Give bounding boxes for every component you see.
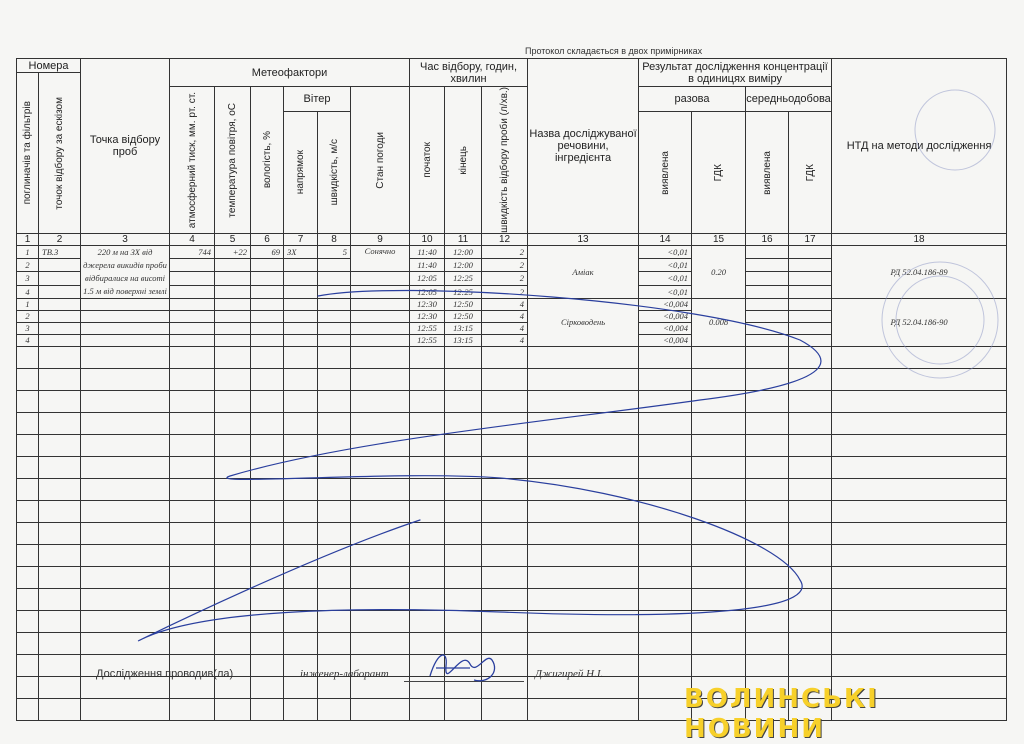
- found-value: <0,01: [639, 285, 692, 298]
- weather-value: Сонячно: [351, 245, 410, 272]
- column-number: 13: [528, 233, 639, 245]
- daily-gdk-header: ГДК: [804, 163, 816, 182]
- start-time: 12:55: [410, 334, 445, 346]
- rate-value: 2: [482, 245, 528, 258]
- humidity-header: вологість, %: [261, 131, 273, 189]
- wind-direction-header: напрямок: [295, 150, 307, 195]
- column-number: 11: [445, 233, 482, 245]
- end-time: 13:15: [445, 322, 482, 334]
- stamp-icon: [882, 90, 998, 378]
- numbers-header: Номера: [17, 59, 81, 73]
- absorber-no: 3: [17, 322, 39, 334]
- rate-value: 4: [482, 310, 528, 322]
- column-number: 4: [170, 233, 215, 245]
- rate-header: швидкість відбору проби (л/хв.): [499, 87, 511, 233]
- end-time: 12:50: [445, 310, 482, 322]
- found-value: <0,004: [639, 322, 692, 334]
- found-value: <0,004: [639, 310, 692, 322]
- column-number: 8: [318, 233, 351, 245]
- column-number: 15: [692, 233, 746, 245]
- time-header: Час відбору, годин, хвилин: [410, 59, 528, 87]
- start-time: 12:05: [410, 285, 445, 298]
- point-code: ТВ.3: [39, 245, 81, 258]
- single-header: разова: [639, 87, 746, 112]
- wind-direction-value: ЗХ: [284, 245, 318, 258]
- column-number: 7: [284, 233, 318, 245]
- wind-speed-header: швидкість, м/с: [328, 139, 340, 206]
- rate-value: 2: [482, 259, 528, 272]
- gdk-value: 0.008: [692, 298, 746, 346]
- column-number: 2: [39, 233, 81, 245]
- absorbers-header: поглиначів та фільтрів: [22, 101, 33, 205]
- signature-icon: [430, 655, 495, 681]
- found-value: <0,01: [639, 272, 692, 285]
- absorber-no: 4: [17, 285, 39, 298]
- end-time: 12:00: [445, 259, 482, 272]
- rate-value: 2: [482, 285, 528, 298]
- column-number: 1: [17, 233, 39, 245]
- column-number: 14: [639, 233, 692, 245]
- substance-name: Сірководень: [528, 298, 639, 346]
- start-time: 12:55: [410, 322, 445, 334]
- end-time: 12:00: [445, 245, 482, 258]
- start-time: 12:30: [410, 310, 445, 322]
- substance-name: Аміак: [528, 245, 639, 298]
- end-header: кінець: [457, 145, 469, 175]
- humidity-value: 69: [251, 245, 284, 258]
- sample-points-header: точок відбору за ескізом: [54, 96, 65, 210]
- end-time: 12:25: [445, 285, 482, 298]
- point-description: 220 м на ЗХ від джерела викидів проби відбиралися на висоті 1.5 м від поверхні землі: [81, 245, 170, 298]
- ntd-value: РД 52.04.186-89: [832, 245, 1007, 298]
- found-value: <0,004: [639, 334, 692, 346]
- column-number: 18: [832, 233, 1007, 245]
- weather-header: Стан погоди: [374, 131, 386, 189]
- end-time: 12:50: [445, 298, 482, 310]
- rate-value: 2: [482, 272, 528, 285]
- daily-found-header: виявлена: [761, 150, 773, 195]
- cancel-scribble: [138, 290, 820, 640]
- start-header: початок: [421, 142, 433, 178]
- absorber-no: 2: [17, 259, 39, 272]
- absorber-no: 4: [17, 334, 39, 346]
- column-number: 9: [351, 233, 410, 245]
- ntd-value: РД 52.04.186-90: [832, 298, 1007, 346]
- start-time: 11:40: [410, 245, 445, 258]
- rate-value: 4: [482, 334, 528, 346]
- ntd-header: НТД на методи дослідження: [832, 59, 1007, 234]
- wind-speed-value: 5: [318, 245, 351, 258]
- daily-header: середньодобова: [746, 87, 832, 112]
- pressure-value: 744: [170, 245, 215, 258]
- column-number: 16: [746, 233, 789, 245]
- column-number: 10: [410, 233, 445, 245]
- footer-label: Дослідження проводив(ла): [96, 668, 234, 680]
- wind-header: Вітер: [284, 87, 351, 112]
- column-number: 5: [215, 233, 251, 245]
- found-value: <0,01: [639, 259, 692, 272]
- meteo-header: Метеофактори: [170, 59, 410, 87]
- substance-header: Назва досліджуваної речовини, інгредієнта: [528, 59, 639, 234]
- sampling-point-header: Точка відбору проб: [81, 59, 170, 234]
- found-value: <0,01: [639, 245, 692, 258]
- absorber-no: 2: [17, 310, 39, 322]
- single-found-header: виявлена: [659, 150, 671, 195]
- end-time: 13:15: [445, 334, 482, 346]
- result-header: Результат дослідження концентрації в одиницях виміру: [639, 59, 832, 87]
- start-time: 11:40: [410, 259, 445, 272]
- start-time: 12:30: [410, 298, 445, 310]
- rate-value: 4: [482, 298, 528, 310]
- newspaper-watermark: ВОЛИНСЬКІ НОВИНИ: [684, 684, 879, 744]
- column-number: 17: [789, 233, 832, 245]
- absorber-no: 1: [17, 245, 39, 258]
- absorber-no: 1: [17, 298, 39, 310]
- temperature-value: +22: [215, 245, 251, 258]
- column-number: 6: [251, 233, 284, 245]
- single-gdk-header: ГДК: [713, 163, 725, 182]
- absorber-no: 3: [17, 272, 39, 285]
- start-time: 12:05: [410, 272, 445, 285]
- footer-position: інженер-лаборант: [300, 668, 389, 680]
- footer-name: Джигирей Н.І.: [535, 668, 604, 680]
- found-value: <0,004: [639, 298, 692, 310]
- column-number: 12: [482, 233, 528, 245]
- column-number: 3: [81, 233, 170, 245]
- protocol-page: Протокол складається в двох примірниках Номера Точка відбору проб Метеофактори Час відбору, годин, хвилин Назва досліджуваної речовини, інгредієнта Результат дослідження концентрації в одиницях виміру НТД на методи дослідження поглиначів та фільтрів точок відбору за ескізом атмосферний тиск, мм. рт. ст. температура повітря, оС вологість, % Вітер Стан погоди початок кінець швидкість відбору проби (л/хв.) разова середньодобова напрямок швидкість, м/с виявлена ГДК виявлена ГДК 1 2 3 4 5 6 7 8 9 10 11 12 13 14 15 16 17 18 1 ТВ.3 220 м на ЗХ від джерела викидів проби відбиралися на висоті 1.5 м від поверхні землі 744 +22 69 ЗХ 5 Сонячно 11:40 12:00 2 Аміак <0,01 0.20 РД 52.04.186-89 2 11:40 12:00 2 <0,01 3 12:05 12:25 2 <0,01 4 12:05 12:25 2 <0,01 1 12:30 12:50 4 Сірководень <0,004 0.008 РД 52.04.186-90 2 12:30 12:50 4 <0,004 3 12:55 13:15 4 <0,004 4 12:55 13:15 4 <0,004 Дослідження проводив(ла) інженер-лаборант Джигирей Н.І. ВОЛИНСЬКІ НОВИНИ: [0, 0, 1024, 724]
- gdk-value: 0.20: [692, 245, 746, 298]
- pressure-header: атмосферний тиск, мм. рт. ст.: [186, 91, 198, 229]
- rate-value: 4: [482, 322, 528, 334]
- end-time: 12:25: [445, 272, 482, 285]
- temperature-header: температура повітря, оС: [227, 102, 239, 218]
